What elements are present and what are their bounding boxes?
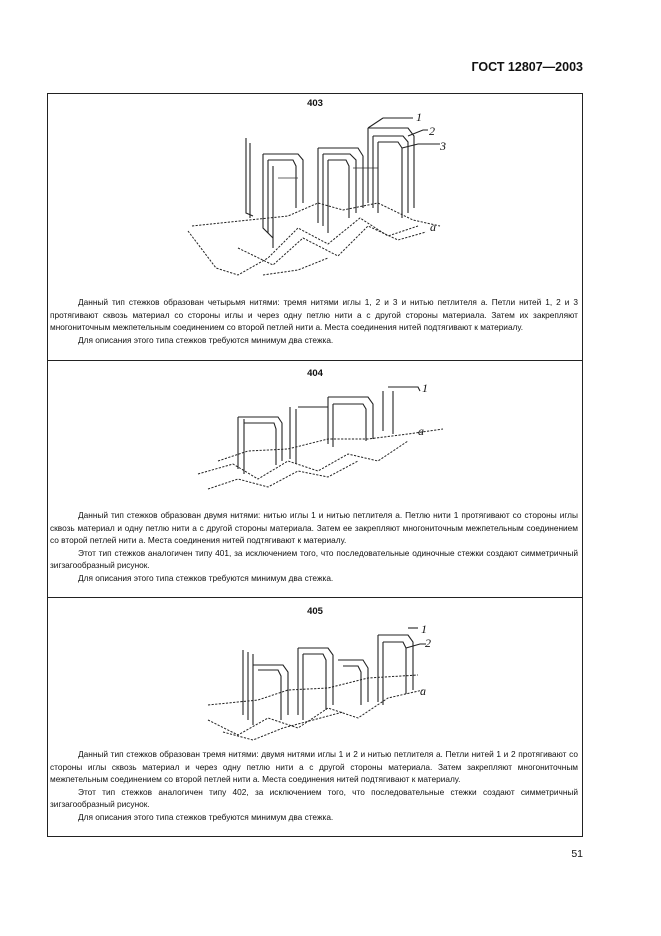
paragraph: Этот тип стежков аналогичен типу 401, за исключением того, что последовательные одиночные стежки создают симметричный зигзагообразный рисунок. [50,547,578,571]
stitch-illustration [178,108,468,283]
section-description [50,296,578,346]
paragraph: Данный тип стежков образован двумя нитями: нитью иглы 1 и нитью петлителя a. Петлю нити 1 протягивают со стороны иглы сквозь материал и одну петлю нити a с другой стороны материала. Затем ее закрепляют многониточным межпетельным соединением со второй петлей нити a. Места соединения нитей подтягивают к материалу. [50,510,578,546]
thread-label-3: 3 [440,139,446,153]
section-404 [48,361,582,598]
paragraph: Данный тип стежков образован тремя нитями: двумя нитями иглы 1 и 2 и нитью петлителя a. Петли нитей 1 и 2 протягивают со стороны иглы сквозь материал и через одну петлю нити a с другой стороны материала. Затем закрепляют многониточным межпетельным соединением со второй петлей нити a. Места соединения нитей подтягивают к материалу. [50,749,578,785]
thread-label-1: 1 [421,622,427,636]
thread-label-2: 2 [429,124,435,138]
page-number: 51 [571,848,583,860]
thread-label-2: 2 [425,636,431,650]
paragraph: Этот тип стежков аналогичен типу 402, за исключением того, что последовательные стежки создают симметричный зигзагообразный рисунок. [50,786,578,810]
paragraph: Данный тип стежков образован четырьмя нитями: тремя нитями иглы 1, 2 и 3 и нитью петлителя a. Петли нитей 1, 2 и 3 протягивают сквозь материал со стороны иглы и через одну петлю нити a с другой стороны материала. Затем их закрепляют многониточным межпетельным соединением со второй петлей нити a. Места соединения нитей подтягивают к материалу. [50,297,578,333]
thread-label-1: 1 [422,381,428,395]
thread-label-a: a [430,220,436,234]
stitch-type-number: 405 [307,606,323,617]
section-description [50,748,578,824]
paragraph: Для описания этого типа стежков требуются минимум два стежка. [78,572,334,583]
stitch-type-number: 403 [307,98,323,109]
stitch-illustration [178,379,468,499]
stitch-diagram-405 [178,620,468,745]
thread-label-a: a [418,424,424,438]
stitch-diagram-403 [178,108,468,283]
paragraph: Для описания этого типа стежков требуются минимум два стежка. [78,334,334,345]
section-405 [48,598,582,836]
standard-header: ГОСТ 12807—2003 [471,60,583,74]
thread-label-a: a [420,684,426,698]
section-description [50,509,578,585]
stitch-table [47,93,583,837]
stitch-type-number: 404 [307,368,323,379]
paragraph: Для описания этого типа стежков требуются минимум два стежка. [78,811,334,822]
stitch-illustration [178,620,468,745]
section-403 [48,94,582,361]
stitch-diagram-404 [178,379,468,499]
thread-label-1: 1 [416,110,422,124]
